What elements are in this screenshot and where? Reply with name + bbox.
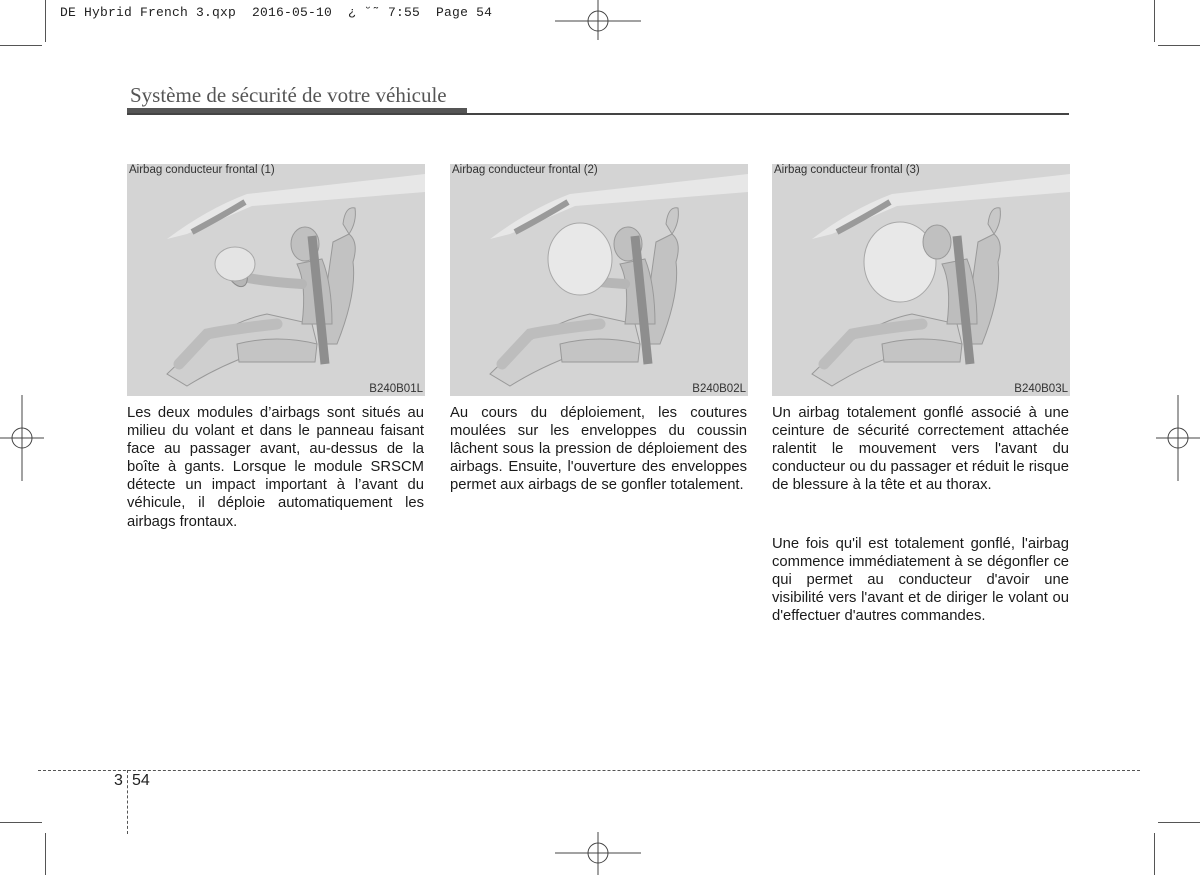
figure-airbag-3 xyxy=(772,164,1070,396)
column-1-paragraph: Les deux modules d’airbags sont situés au milieu du volant et dans le panneau faisant face au passager avant, au-dessus de la boîte à gants. Lorsque le module SRSCM détecte un impact important à l’avant du véhicule, il déploie automatiquement les airbags frontaux. xyxy=(127,405,424,530)
figure-caption: Airbag conducteur frontal (1) xyxy=(129,164,275,176)
airbag-illustration-1 xyxy=(127,164,425,396)
crop-mark-bottom-left-horizontal xyxy=(0,822,42,823)
crop-mark-top-right-vertical xyxy=(1154,0,1155,42)
figure-caption: Airbag conducteur frontal (3) xyxy=(774,164,920,176)
registration-mark-bottom xyxy=(555,832,641,875)
registration-mark-top xyxy=(555,0,641,42)
column-3-paragraph-2: Une fois qu'il est totalement gonflé, l'airbag commence immédiatement à se dégonfler ce qui permet au conducteur d'avoir une visibilité vers l'avant et de diriger le volant ou d'effectuer d'autres commandes. xyxy=(772,536,1069,625)
crop-mark-top-left-vertical xyxy=(45,0,46,42)
column-3-paragraph-1: Un airbag totalement gonflé associé à une ceinture de sécurité correctement attachée ralentit le mouvement vers l'avant du conducteur ou du passager et réduit le risque de blessure à la tête et au thorax. xyxy=(772,405,1069,494)
airbag-illustration-3 xyxy=(772,164,1070,396)
crop-mark-bottom-right-vertical xyxy=(1154,833,1155,875)
crop-mark-top-right-horizontal xyxy=(1158,45,1200,46)
registration-mark-left xyxy=(0,395,44,481)
figure-code: B240B01L xyxy=(369,383,423,395)
crop-mark-bottom-right-horizontal xyxy=(1158,822,1200,823)
column-2-paragraph: Au cours du déploiement, les coutures moulées sur les enveloppes du coussin lâchent sous la pression de déploiement des airbags. Ensuite, l'ouverture des enveloppes permet aux airbags de se gonfler totalement. xyxy=(450,405,747,494)
page-number: 54 xyxy=(132,772,150,789)
figure-code: B240B03L xyxy=(1014,383,1068,395)
crop-mark-top-left-horizontal xyxy=(0,45,42,46)
footer-dashed-rule xyxy=(38,770,1140,771)
print-slug: DE Hybrid French 3.qxp 2016-05-10 ¿ ˘˜ 7:55 Page 54 xyxy=(60,5,493,20)
airbag-illustration-2 xyxy=(450,164,748,396)
figure-airbag-1 xyxy=(127,164,425,396)
figure-airbag-2 xyxy=(450,164,748,396)
chapter-number: 3 xyxy=(114,772,123,789)
section-title: Système de sécurité de votre véhicule xyxy=(130,83,447,107)
crop-mark-bottom-left-vertical xyxy=(45,833,46,875)
figure-caption: Airbag conducteur frontal (2) xyxy=(452,164,598,176)
registration-mark-right xyxy=(1156,395,1200,481)
footer-dashed-divider xyxy=(127,770,128,834)
title-rule xyxy=(127,113,1069,115)
figure-code: B240B02L xyxy=(692,383,746,395)
